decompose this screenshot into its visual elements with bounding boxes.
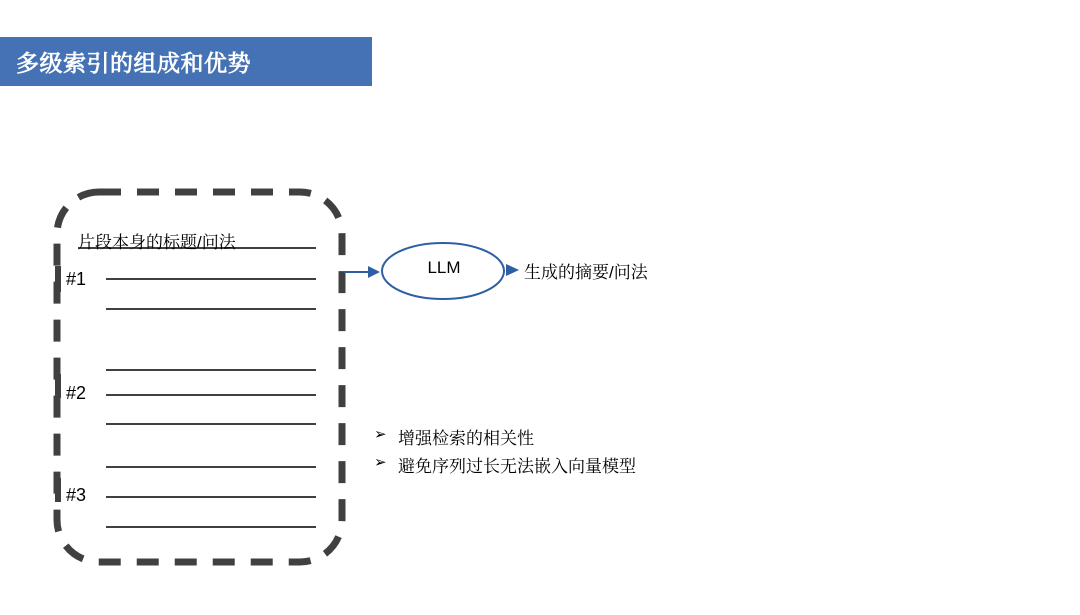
bullet-item-2: 避免序列过长无法嵌入向量模型 xyxy=(398,457,636,476)
chunk-2-label: #2 xyxy=(66,383,87,403)
output-label: 生成的摘要/问法 xyxy=(524,263,648,282)
bullet-marker-icon: ➢ xyxy=(374,426,387,443)
chunk-1-label: #1 xyxy=(66,269,87,289)
arrowhead-llm-to-output xyxy=(506,264,519,276)
bullet-item-1: 增强检索的相关性 xyxy=(398,429,534,448)
bullet-marker-icon: ➢ xyxy=(374,454,387,471)
chunk-3-label: #3 xyxy=(66,485,87,505)
chunk-caption-label: 片段本身的标题/问法 xyxy=(78,233,236,252)
page-title: 多级索引的组成和优势 xyxy=(16,50,251,76)
arrowhead-box-to-llm xyxy=(368,266,380,278)
llm-node-label: LLM xyxy=(427,258,461,277)
